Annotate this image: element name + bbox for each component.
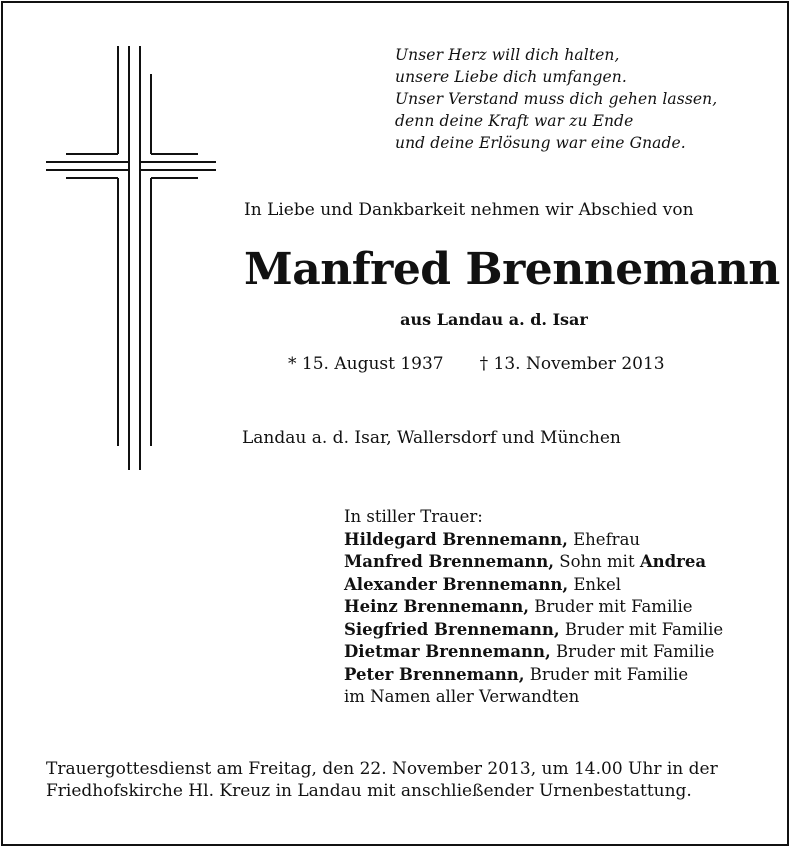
mourner-name: Peter Brennemann, <box>344 664 525 684</box>
mourner-name: Alexander Brennemann, <box>344 574 569 594</box>
service-line: Trauergottesdienst am Freitag, den 22. November 2013, um 14.00 Uhr in der <box>46 759 718 779</box>
mourner-entry <box>344 619 723 642</box>
mourner-entry <box>344 641 723 664</box>
mourner-entry <box>344 574 723 597</box>
farewell-intro: In Liebe und Dankbarkeit nehmen wir Abschied von <box>244 200 694 220</box>
mourner-relation: Bruder mit Familie <box>550 642 715 661</box>
poem-line: und deine Erlösung war eine Gnade. <box>395 134 686 152</box>
death-date: † 13. November 2013 <box>479 354 665 374</box>
mourner-name: Dietmar Brennemann, <box>344 642 551 661</box>
deceased-name: Manfred Brennemann <box>244 244 780 295</box>
mourner-name: Siegfried Brennemann, <box>344 619 560 639</box>
poem-line: unsere Liebe dich umfangen. <box>395 68 627 86</box>
mourner-name: Manfred Brennemann, <box>344 552 555 571</box>
poem <box>395 44 717 154</box>
poem-line: Unser Verstand muss dich gehen lassen, <box>395 90 718 108</box>
mourner-partner: Andrea <box>639 552 707 571</box>
mourners-heading: In stiller Trauer: <box>344 507 483 526</box>
origin: aus Landau a. d. Isar <box>400 310 588 329</box>
mourners-footer: im Namen aller Verwandten <box>344 687 580 706</box>
mourner-entry <box>344 664 723 687</box>
mourner-relation: Sohn mit <box>554 552 640 571</box>
mourner-relation: Bruder mit Familie <box>559 619 724 639</box>
mourner-name: Hildegard Brennemann, <box>344 529 568 549</box>
mourner-entry <box>344 551 723 574</box>
mourner-name: Heinz Brennemann, <box>344 597 529 616</box>
mourner-relation: Ehefrau <box>567 529 641 549</box>
poem-line: denn deine Kraft war zu Ende <box>395 112 634 130</box>
mourner-relation: Bruder mit Familie <box>524 664 689 684</box>
poem-line: Unser Herz will dich halten, <box>395 46 620 64</box>
birth-date: * 15. August 1937 <box>288 354 444 374</box>
mourners-list <box>344 506 723 709</box>
mourner-entry <box>344 596 723 619</box>
mourner-entry <box>344 529 723 552</box>
life-dates <box>288 354 665 374</box>
funeral-service-info <box>46 758 718 802</box>
cross-icon <box>38 46 218 470</box>
places: Landau a. d. Isar, Wallersdorf und München <box>242 428 621 448</box>
mourner-relation: Bruder mit Familie <box>528 597 693 616</box>
mourner-relation: Enkel <box>568 574 622 594</box>
service-line: Friedhofskirche Hl. Kreuz in Landau mit anschließender Urnenbestattung. <box>46 781 692 801</box>
